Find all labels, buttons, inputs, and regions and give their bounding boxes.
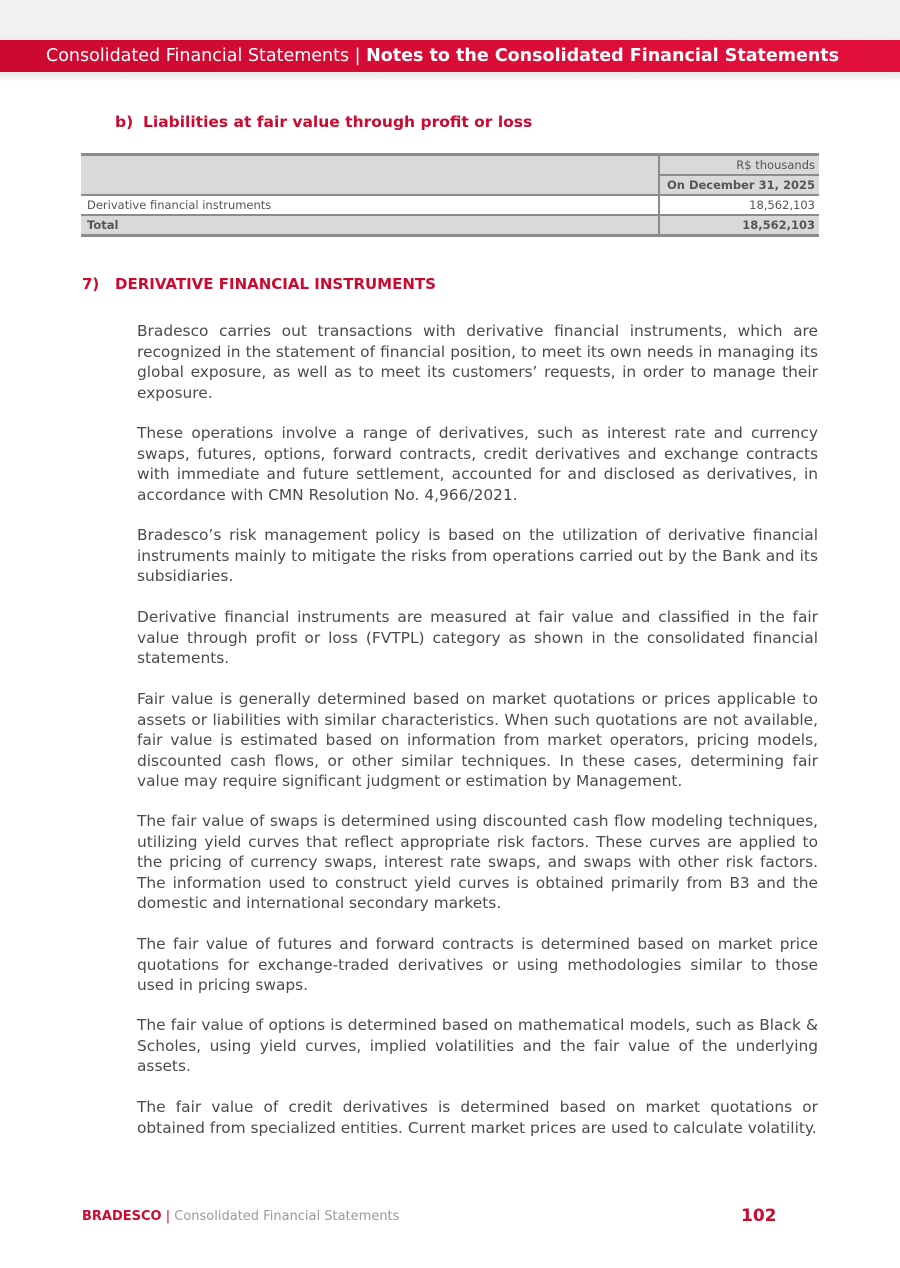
liabilities-table	[81, 153, 819, 237]
header-shadow	[0, 72, 900, 82]
header-section: Consolidated Financial Statements	[46, 46, 350, 66]
table-total-value: 18,562,103	[659, 215, 819, 236]
table-row-value: 18,562,103	[659, 195, 819, 215]
table-header-row	[81, 175, 819, 195]
liabilities-heading	[115, 113, 532, 131]
paragraph: The fair value of options is determined based on mathematical models, such as Black & Scholes, using yield curves, implied volatilities and the fair value of the underlying assets.	[137, 1016, 818, 1075]
paragraph: The fair value of credit derivatives is determined based on market quotations or obtained from specialized entities. Current market prices are used to calculate volatility.	[137, 1098, 818, 1137]
header-title	[46, 40, 839, 72]
section-heading	[82, 275, 436, 293]
paragraph: These operations involve a range of derivatives, such as interest rate and currency swaps, futures, options, forward contracts, credit derivatives and exchange contracts with immediate and future settlement, accounted for and disclosed as derivatives, in accordance with CMN Resolution No. 4,966/2021.	[137, 424, 818, 504]
table-unit-cell: R$ thousands	[659, 155, 819, 176]
footer-brand: BRADESCO	[82, 1209, 162, 1224]
liabilities-heading-letter: b)	[115, 113, 134, 131]
footer-separator: |	[161, 1209, 175, 1224]
table-header-row	[81, 155, 819, 176]
header-chapter: Notes to the Consolidated Financial Statements	[366, 46, 840, 66]
footer-subtitle: Consolidated Financial Statements	[174, 1209, 400, 1224]
table-total-row	[81, 215, 819, 236]
table-header-blank	[81, 155, 659, 176]
table-row-label: Derivative financial instruments	[81, 195, 659, 215]
paragraph: The fair value of swaps is determined using discounted cash flow modeling techniques, utilizing yield curves that reflect appropriate risk factors. These curves are applied to the pricing of currency swaps, interest rate swaps, and swaps with other risk factors. The information used to construct yield curves is obtained primarily from B3 and the domestic and international secondary markets.	[137, 812, 818, 912]
liabilities-heading-text: Liabilities at fair value through profit or loss	[143, 113, 533, 131]
top-margin-band	[0, 0, 900, 40]
section-title: DERIVATIVE FINANCIAL INSTRUMENTS	[115, 275, 436, 293]
header-separator: |	[349, 46, 367, 66]
table-row	[81, 195, 819, 215]
footer	[82, 1209, 399, 1224]
paragraph: Fair value is generally determined based on market quotations or prices applicable to assets or liabilities with similar characteristics. When such quotations are not available, fair value is estimated based on information from market operators, pricing models, discounted cash flows, or other similar techniques. In these cases, determining fair value may require significant judgment or estimation by Management.	[137, 690, 818, 790]
paragraph: Derivative financial instruments are measured at fair value and classified in the fair value through profit or loss (FVTPL) category as shown in the consolidated financial statements.	[137, 608, 818, 667]
paragraph: The fair value of futures and forward contracts is determined based on market price quotations for exchange-traded derivatives or using methodologies similar to those used in pricing swaps.	[137, 935, 818, 994]
section-number: 7)	[82, 275, 100, 293]
paragraph: Bradesco’s risk management policy is based on the utilization of derivative financial instruments mainly to mitigate the risks from operations carried out by the Bank and its subsidiaries.	[137, 526, 818, 585]
table-header-blank	[81, 175, 659, 195]
header-bar	[0, 40, 900, 72]
table-total-label: Total	[81, 215, 659, 236]
paragraph: Bradesco carries out transactions with derivative financial instruments, which are recognized in the statement of financial position, to meet its own needs in managing its global exposure, as well as to meet its customers’ requests, in order to manage their exposure.	[137, 322, 818, 402]
table-column-header: On December 31, 2025	[659, 175, 819, 195]
page-number: 102	[741, 1206, 777, 1226]
